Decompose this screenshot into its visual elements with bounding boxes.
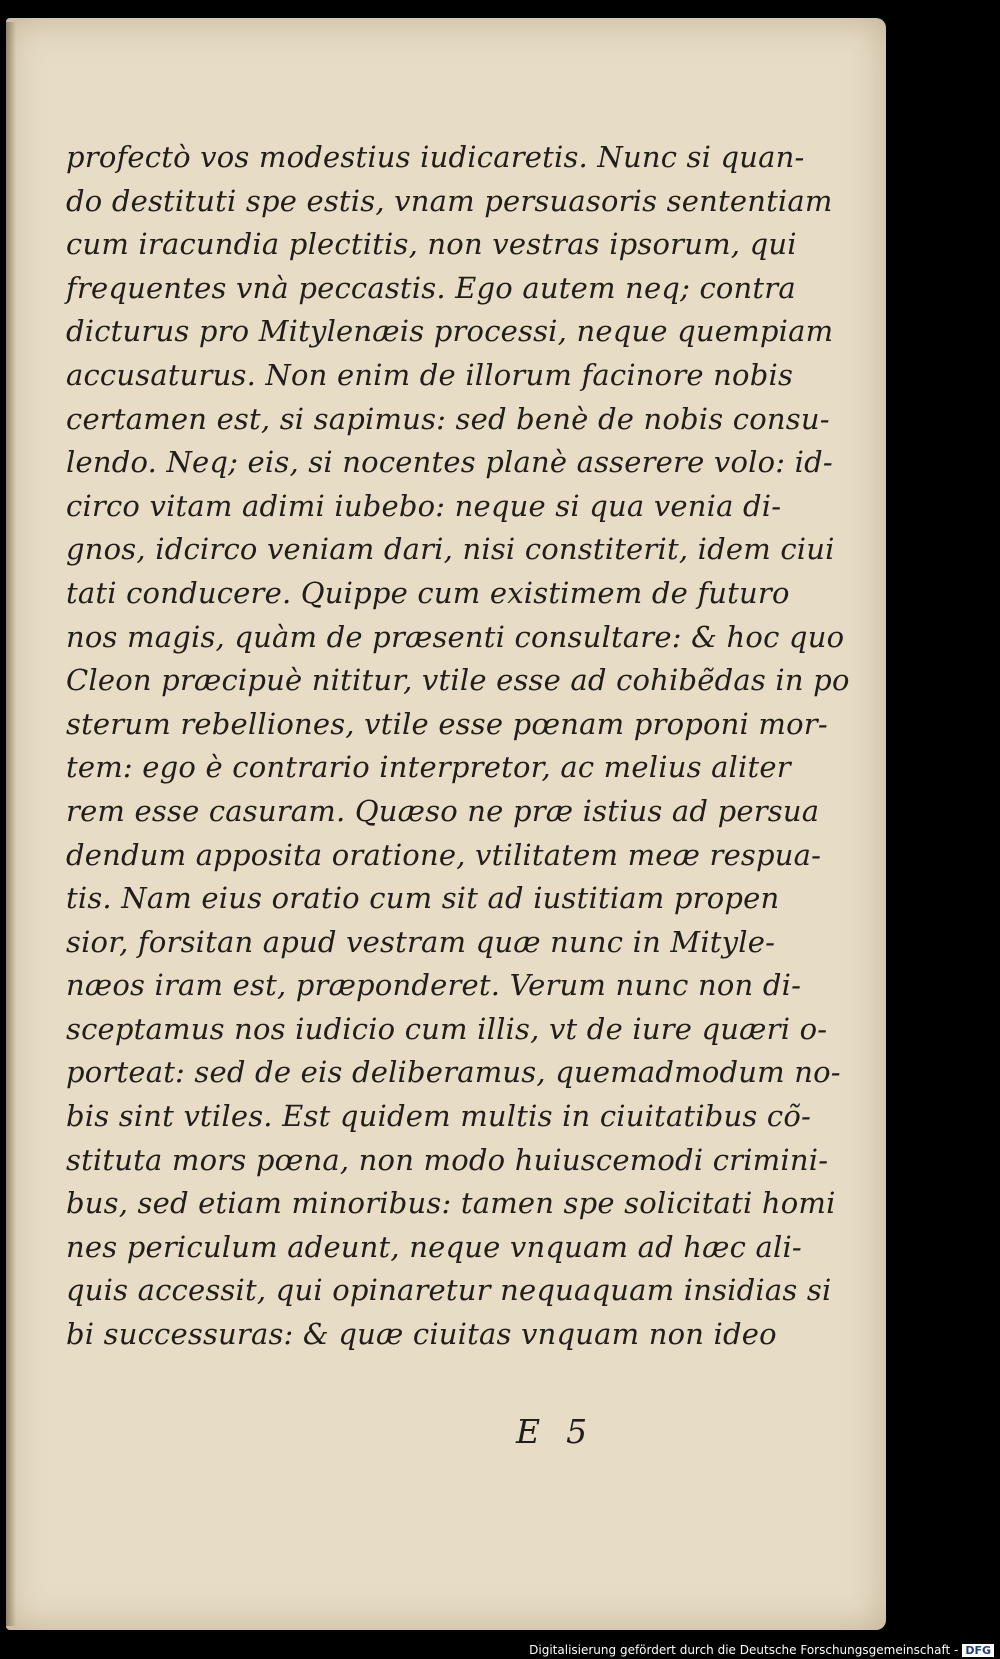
text-line: lendo. Neq; eis, si nocentes planè asserere volo: id-	[66, 445, 833, 480]
digitization-credit	[529, 1643, 994, 1657]
page-binding-shadow	[6, 22, 16, 1626]
text-line: profectò vos modestius iudicaretis. Nunc si quan-	[66, 140, 805, 174]
text-line: nes periculum adeunt, neque vnquam ad hæc ali-	[66, 1229, 802, 1264]
signature-number: 5	[566, 1412, 588, 1451]
text-line: sterum rebelliones, vtile esse pœnam proponi mor-	[66, 706, 828, 741]
text-line: dendum apposita oratione, vtilitatem meæ respua-	[66, 837, 822, 872]
text-line: frequentes vnà peccastis. Ego autem neq; contra	[66, 270, 796, 305]
text-line: certamen est, si sapimus: sed benè de nobis consu-	[66, 401, 830, 436]
credit-text: Digitalisierung gefördert durch die Deutsche Forschungsgemeinschaft -	[529, 1643, 959, 1657]
text-line: tis. Nam eius oratio cum sit ad iustitiam propen	[66, 881, 780, 916]
text-line: næos iram est, præponderet. Verum nunc non di-	[66, 968, 802, 1003]
text-line: cum iracundia plectitis, non vestras ipsorum, qui	[66, 227, 797, 262]
text-line: gnos, idcirco veniam dari, nisi constiterit, idem ciui	[66, 532, 835, 567]
text-line: bis sint vtiles. Est quidem multis in ciuitatibus cõ-	[66, 1099, 812, 1134]
signature-mark	[516, 1412, 613, 1451]
text-line: porteat: sed de eis deliberamus, quemadmodum no-	[66, 1055, 841, 1090]
text-line: stituta mors pœna, non modo huiuscemodi crimini-	[66, 1142, 829, 1177]
text-line: tati conducere. Quippe cum existimem de futuro	[66, 575, 790, 610]
text-line: rem esse casuram. Quæso ne præ istius ad persua	[66, 793, 820, 828]
body-text	[66, 136, 850, 1357]
text-line: do destituti spe estis, vnam persuasoris sententiam	[66, 183, 833, 218]
text-line: sceptamus nos iudicio cum illis, vt de iure quæri o-	[66, 1011, 828, 1046]
text-line: nos magis, quàm de præsenti consultare: & hoc quo	[66, 619, 845, 654]
text-line: quis accessit, qui opinaretur nequaquam insidias si	[66, 1273, 832, 1308]
text-line: circo vitam adimi iubebo: neque si qua venia di-	[66, 488, 782, 523]
dfg-logo: DFG	[962, 1644, 994, 1657]
text-line: tem: ego è contrario interpretor, ac melius aliter	[66, 750, 791, 785]
signature-letter: E	[516, 1412, 541, 1451]
text-line: sior, forsitan apud vestram quæ nunc in Mityle-	[66, 924, 776, 959]
text-line: bi successuras: & quæ ciuitas vnquam non ideo	[66, 1317, 777, 1352]
text-line: bus, sed etiam minoribus: tamen spe solicitati homi	[66, 1186, 836, 1221]
text-line: accusaturus. Non enim de illorum facinore nobis	[66, 357, 794, 392]
text-line: Cleon præcipuè nititur, vtile esse ad cohibẽdas in po	[66, 663, 850, 698]
text-line: dicturus pro Mitylenæis processi, neque quempiam	[66, 314, 834, 349]
